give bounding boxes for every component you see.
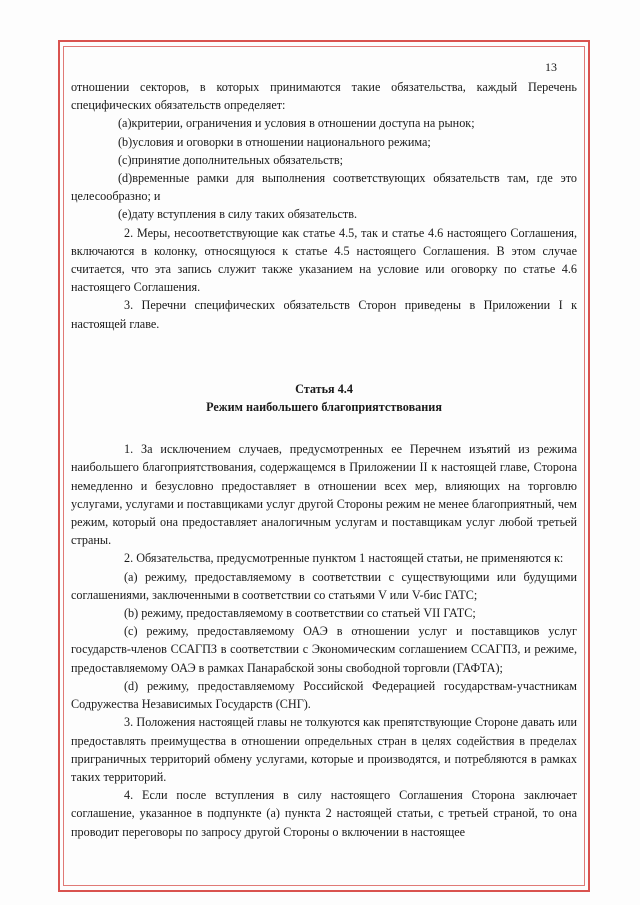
paragraph-2: 2. Меры, несоответствующие как статье 4.5, так и статье 4.6 настоящего Соглашения, включаются в колонку, относящуюся к статье 4.5 настоящего Соглашения. В этом случае считается, что эта запись служит также указанием на условие или оговорку по статье 4.6 настоящего Соглашения. <box>71 225 577 295</box>
subitem-d: (d) режиму, предоставляемому Российской Федерацией государствам-участникам Содружества Независимых Государств (СНГ). <box>71 678 577 712</box>
paragraph-intro: отношении секторов, в которых принимаются такие обязательства, каждый Перечень специфических обязательств определяет: <box>71 80 577 113</box>
article-paragraph-2: 2. Обязательства, предусмотренные пунктом 1 настоящей статьи, не применяются к: <box>124 551 564 566</box>
subitem-b: (b) режиму, предоставляемому в соответствии со статьей VII ГАТС; <box>124 606 476 621</box>
article-number: Статья 4.4 <box>295 381 353 396</box>
list-item-c: (c)принятие дополнительных обязательств; <box>118 152 343 167</box>
subitem-c: (c) режиму, предоставляемому ОАЭ в отношении услуг и поставщиков услуг государств-членов ССАГПЗ в соответствии с Экономическим соглашением ССАГПЗ, и режиме, предоставляемому ОАЭ в рамках Панарабской зоны свободной торговли (ГАФТА); <box>71 624 577 675</box>
paragraph-3: 3. Перечни специфических обязательств Сторон приведены в Приложении I к настоящей главе. <box>71 298 577 331</box>
article-paragraph-4: 4. Если после вступления в силу настоящего Соглашения Сторона заключает соглашение, указанное в подпункте (a) пункта 2 настоящей статьи, с третьей страной, то она проводит переговоры по запросу другой Стороны о включении в настоящее <box>71 788 577 839</box>
article-paragraph-1: 1. За исключением случаев, предусмотренных ее Перечнем изъятий из режима наибольшего благоприятствования, содержащемся в Приложении II к настоящей главе, Сторона немедленно и безусловно предоставляет в отношении всех мер, влияющих на торговлю услугами, услугами и поставщиками услуг другой Стороны режим не менее благоприятный, чем режим, который она предоставляет аналогичным услугам и поставщикам услуг любой третьей страны. <box>71 442 577 548</box>
article-paragraph-3: 3. Положения настоящей главы не толкуются как препятствующие Стороне давать или предоставлять преимущества в отношении определьных стран в целях содействия в пределах приграничных территорий обмену услугами, которые и производятся, и потребляются в рамках таких территорий. <box>71 715 577 784</box>
list-item-e: (e)дату вступления в силу таких обязательств. <box>118 207 358 222</box>
article-title: Режим наибольшего благоприятствования <box>206 400 442 415</box>
list-item-a: (a)критерии, ограничения и условия в отношении доступа на рынок; <box>118 116 475 131</box>
list-item-d: (d)временные рамки для выполнения соответствующих обязательств там, где это целесообразно; и <box>71 171 577 204</box>
subitem-a: (a) режиму, предоставляемому в соответствии с существующими или будущими соглашениями, заключенными в соответствии со статьями V или V-бис ГАТС; <box>71 569 577 602</box>
page-number: 13 <box>545 60 557 74</box>
document-body <box>71 56 577 841</box>
list-item-b: (b)условия и оговорки в отношении национального режима; <box>118 134 431 149</box>
